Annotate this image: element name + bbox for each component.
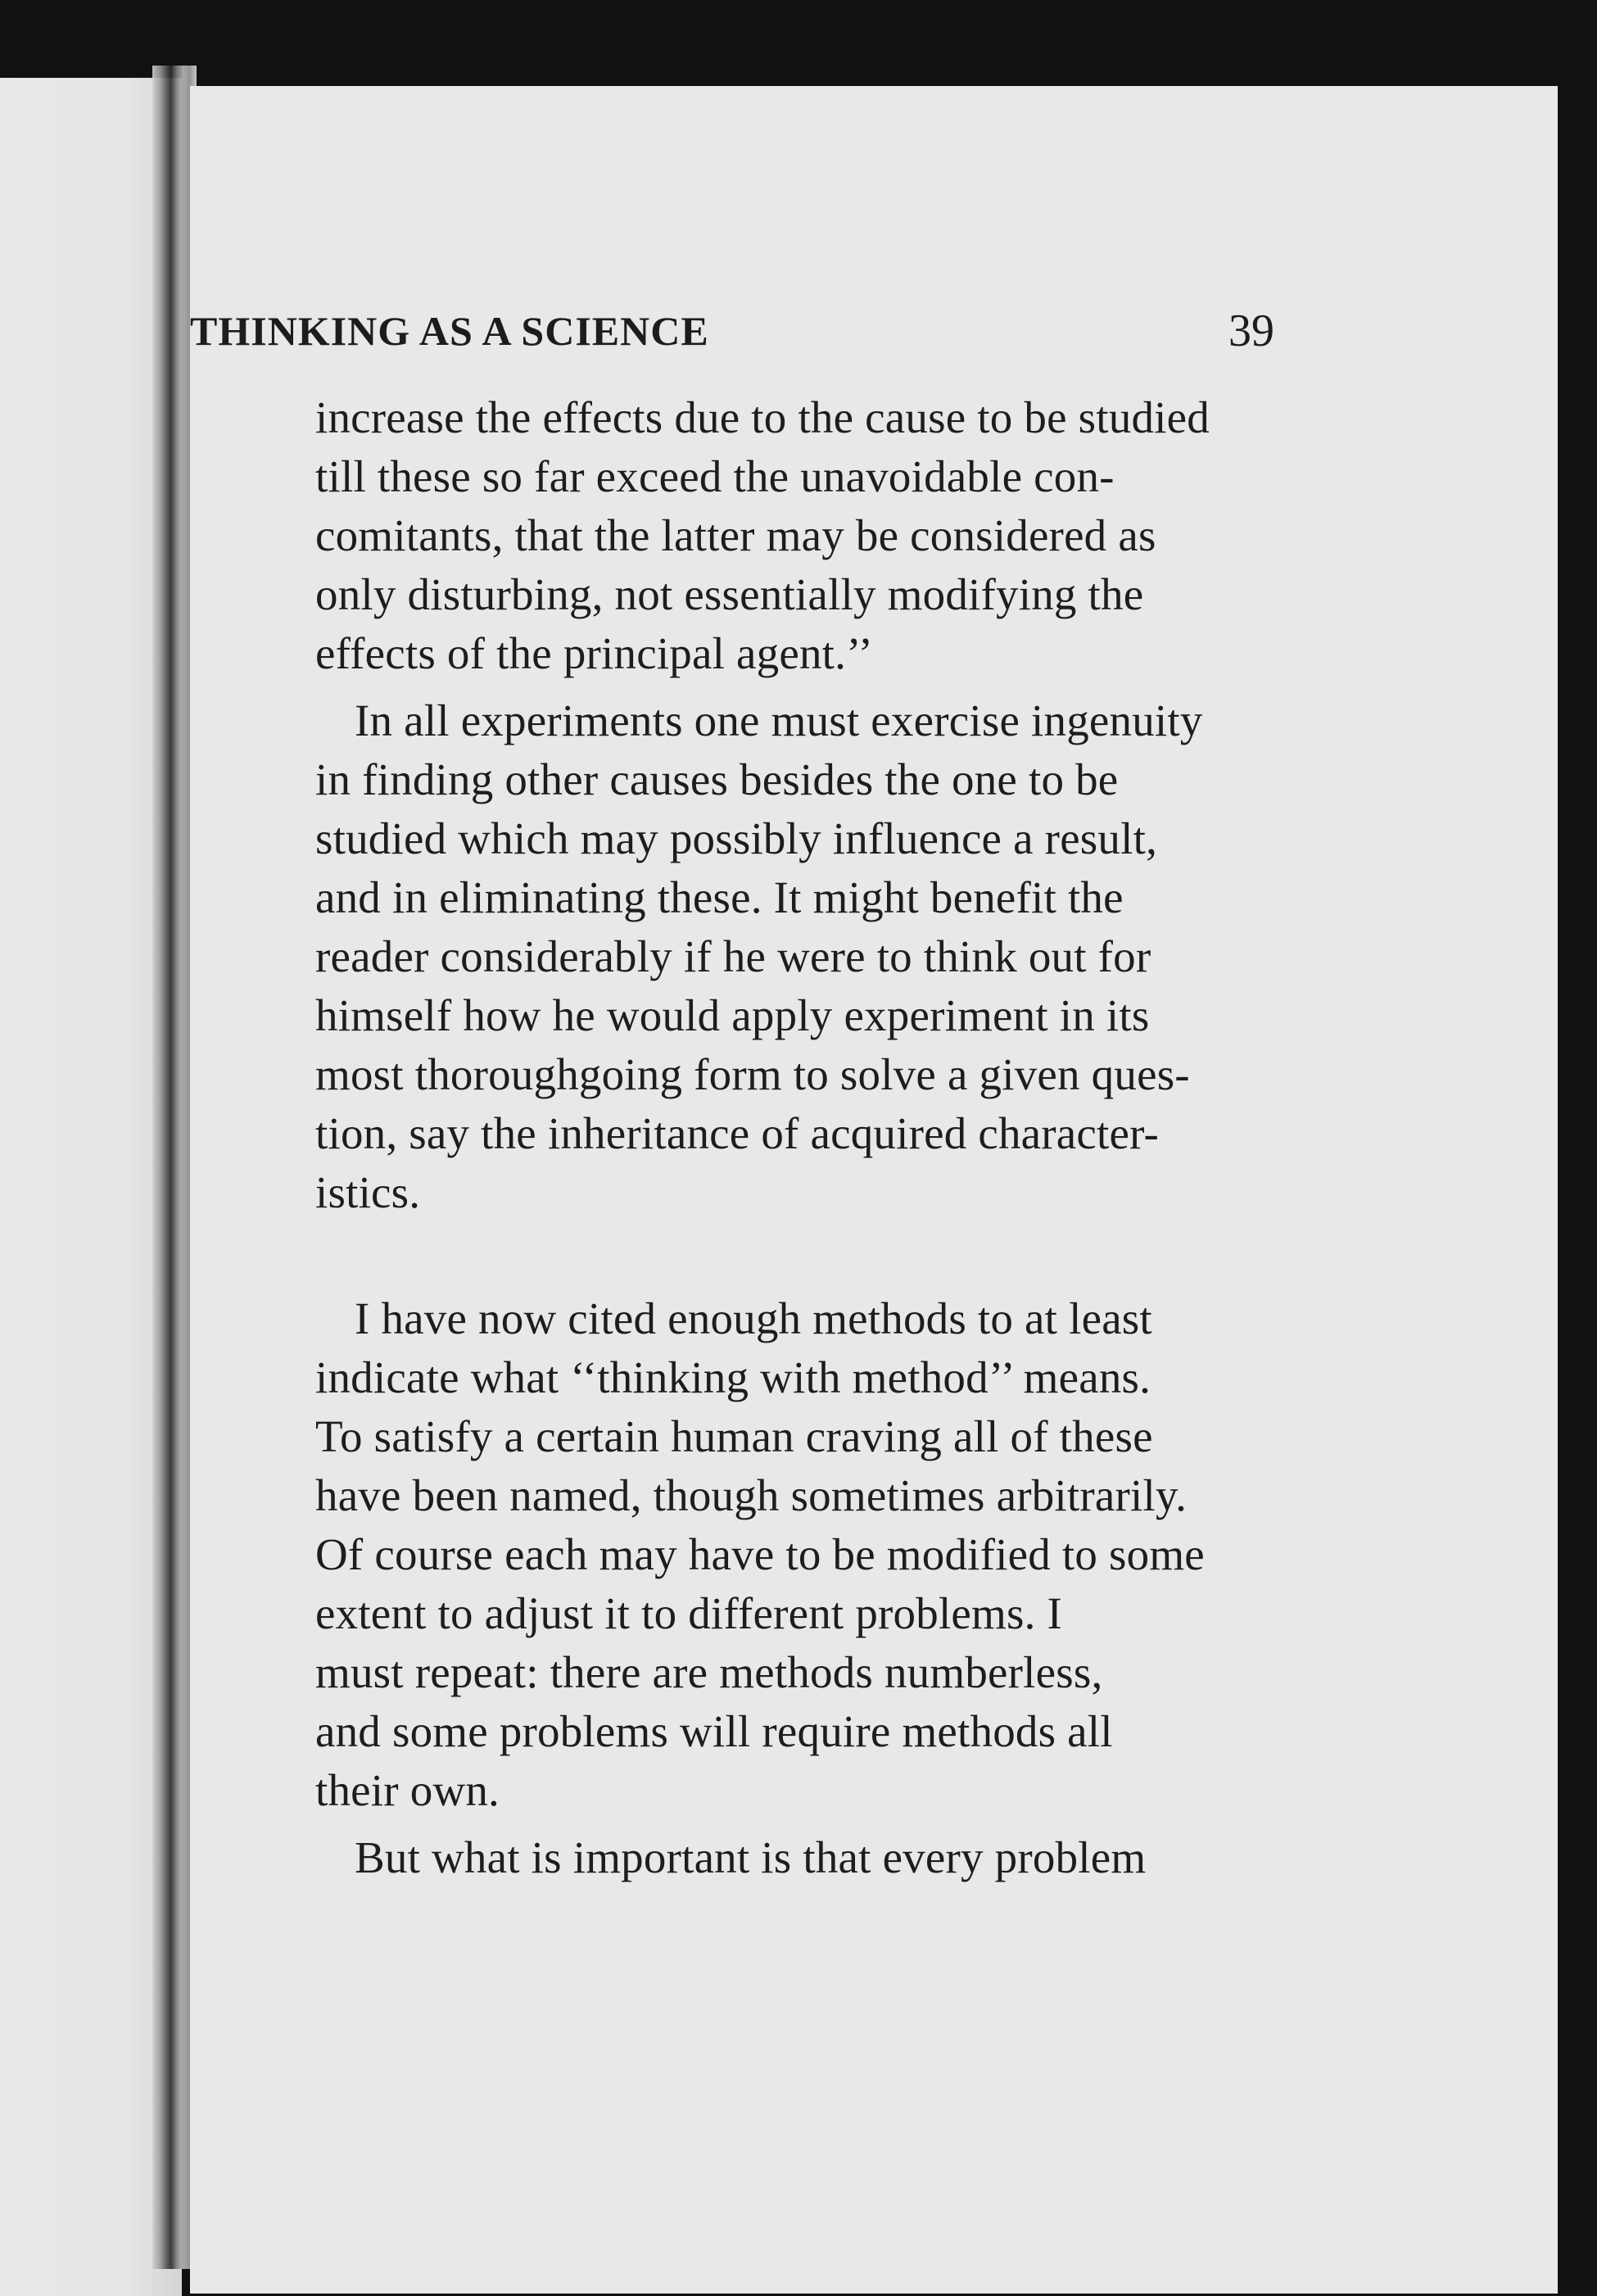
text-line: extent to adjust it to different problems. I	[315, 1588, 1063, 1638]
text-line: himself how he would apply experiment in its	[315, 990, 1150, 1040]
text-line: comitants, that the latter may be considered as	[315, 510, 1156, 560]
page-number: 39	[1228, 306, 1274, 356]
text-line: tion, say the inheritance of acquired character-	[315, 1108, 1160, 1158]
text-line: In all experiments one must exercise ingenuity	[355, 695, 1203, 745]
text-line: increase the effects due to the cause to be studied	[315, 392, 1210, 442]
text-line: indicate what ‘‘thinking with method’’ means.	[315, 1352, 1151, 1402]
text-line: istics.	[315, 1167, 421, 1217]
text-line: till these so far exceed the unavoidable con-	[315, 451, 1115, 501]
text-line: only disturbing, not essentially modifying the	[315, 569, 1144, 619]
text-line: most thoroughgoing form to solve a given ques-	[315, 1049, 1190, 1099]
text-line: their own.	[315, 1765, 500, 1815]
text-line: and some problems will require methods all	[315, 1706, 1113, 1756]
text-line: I have now cited enough methods to at least	[355, 1293, 1152, 1343]
text-line: and in eliminating these. It might benefit the	[315, 872, 1124, 922]
text-line: in finding other causes besides the one to be	[315, 754, 1119, 804]
text-line: studied which may possibly influence a result,	[315, 813, 1158, 863]
text-line: have been named, though sometimes arbitrarily.	[315, 1470, 1188, 1520]
text-line: reader considerably if he were to think out for	[315, 931, 1151, 981]
running-title: THINKING AS A SCIENCE	[190, 308, 709, 354]
text-line: Of course each may have to be modified to some	[315, 1529, 1205, 1579]
text-line: To satisfy a certain human craving all of these	[315, 1411, 1153, 1461]
text-line: But what is important is that every problem	[355, 1832, 1147, 1882]
text-line: must repeat: there are methods numberless,	[315, 1647, 1103, 1697]
text-line: effects of the principal agent.’’	[315, 628, 874, 678]
